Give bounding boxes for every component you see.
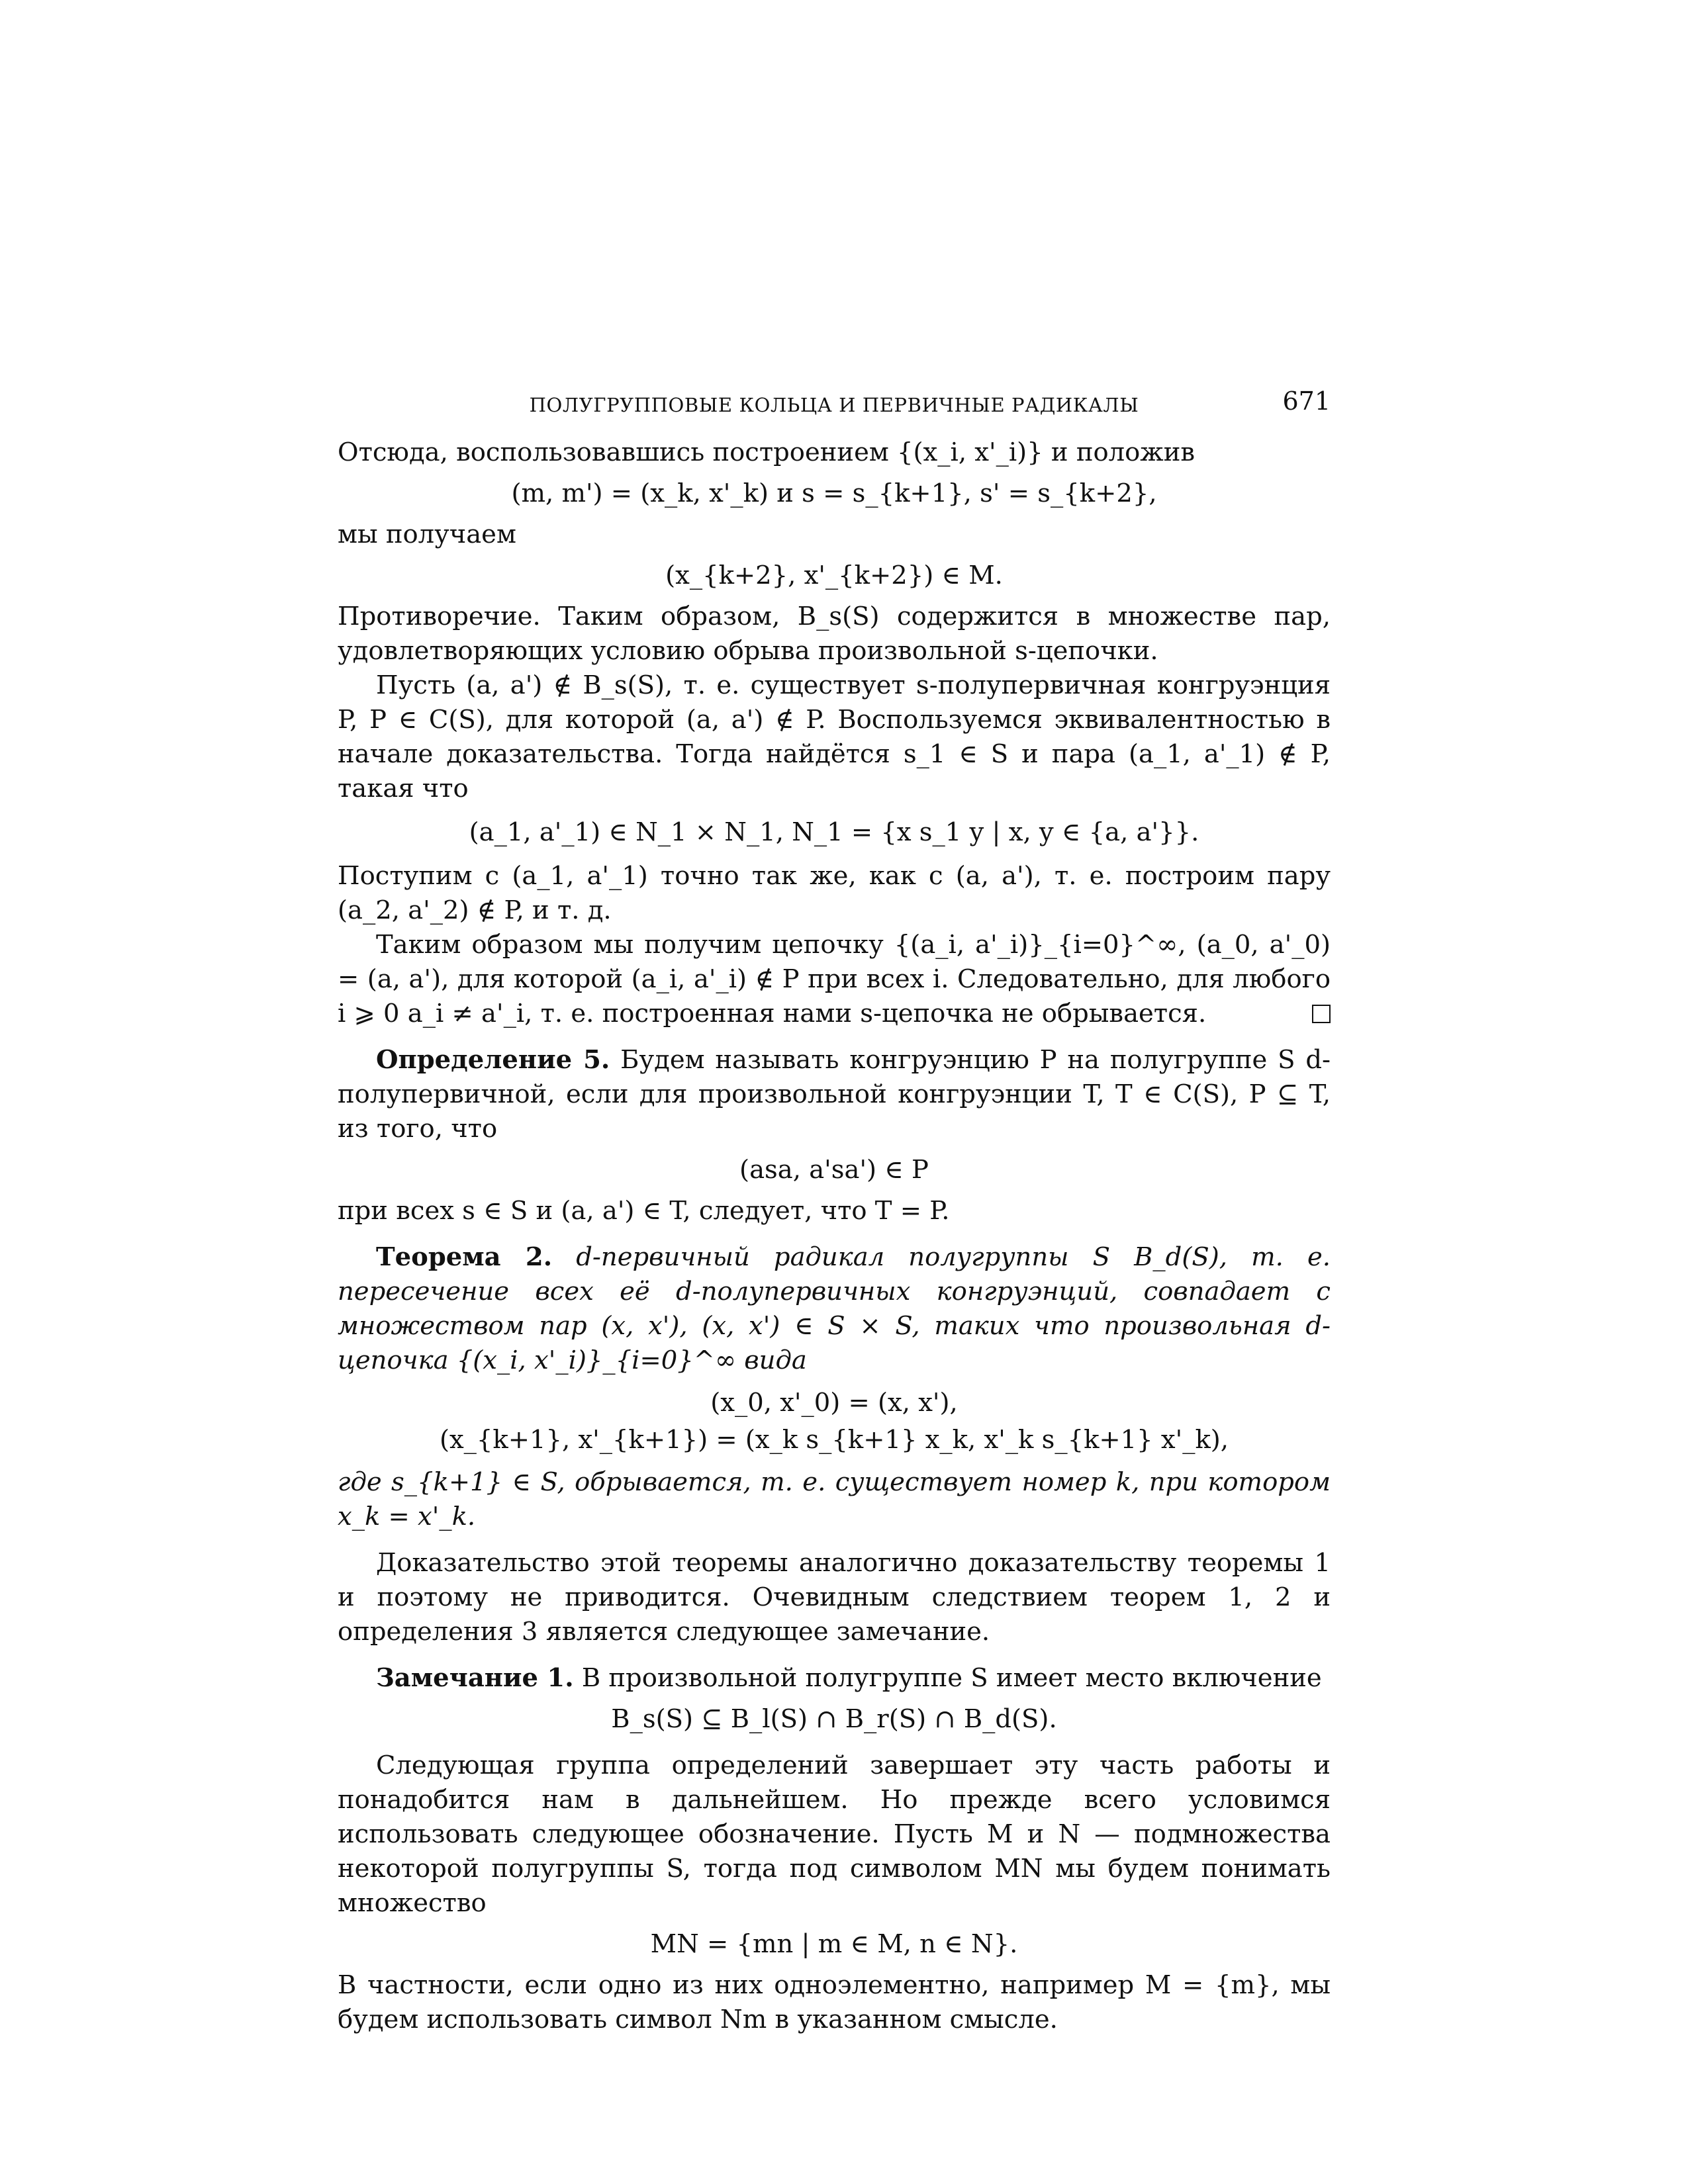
page-number: 671: [1282, 387, 1331, 416]
equation-5: [338, 1385, 1331, 1459]
theorem-2-text: d-первичный радикал полугруппы S B_d(S), т. е. пересечение всех её d-полупервичных конгруэнций, совпадает с множеством пар (x, x'), (x, x') ∈ S × S, таких что произвольная d-цепочка {(x_i, x'_i)}_{i=0}^∞ вида: [338, 1242, 1331, 1375]
paragraph-8: Доказательство этой теоремы аналогично доказательству теоремы 1 и поэтому не приводится. Очевидным следствием теорем 1, 2 и определения 3 является следующее замечание.: [338, 1548, 1331, 1647]
equation-7: MN = {mn | m ∈ M, n ∈ N}.: [650, 1929, 1018, 1959]
definition-5-text: Будем называть конгруэнцию P на полугруппе S d-полупервичной, если для произвольной конгруэнции T, T ∈ C(S), P ⊆ T, из того, что: [338, 1045, 1331, 1144]
equation-6: B_s(S) ⊆ B_l(S) ∩ B_r(S) ∩ B_d(S).: [611, 1704, 1057, 1734]
paragraph-10: В частности, если одно из них одноэлементно, например M = {m}, мы будем использовать символ Nm в указанном смысле.: [338, 1970, 1331, 2034]
paragraph-9: Следующая группа определений завершает эту часть работы и понадобится нам в дальнейшем. Но прежде всего условимся использовать следующее обозначение. Пусть M и N — подмножества некоторой полугруппы S, тогда под символом MN мы будем понимать множество: [338, 1751, 1331, 1918]
equation-5b: (x_{k+1}, x'_{k+1}) = (x_k s_{k+1} x_k, x'_k s_{k+1} x'_k),: [439, 1425, 1229, 1455]
qed-square-icon: [1312, 1005, 1331, 1023]
paragraph-6: [338, 928, 1331, 1031]
equation-4: (asa, a'sa') ∈ P: [739, 1155, 929, 1185]
equation-3: (a_1, a'_1) ∈ N_1 × N_1, N_1 = {x s_1 y | x, y ∈ {a, a'}}.: [469, 817, 1199, 847]
definition-5: [338, 1043, 1331, 1146]
running-head: [338, 384, 1331, 424]
equation-2: (x_{k+2}, x'_{k+2}) ∈ M.: [665, 561, 1003, 590]
equation-1: (m, m') = (x_k, x'_k) и s = s_{k+1}, s' = s_{k+2},: [511, 478, 1157, 508]
paragraph-4: Пусть (a, a') ∉ B_s(S), т. е. существует s-полупервичная конгруэнция P, P ∈ C(S), для которой (a, a') ∉ P. Воспользуемся эквивалентностью в начале доказательства. Тогда найдётся s_1 ∈ S и пара (a_1, a'_1) ∉ P, такая что: [338, 670, 1331, 803]
definition-5-label: Определение 5.: [376, 1045, 610, 1075]
theorem-2-tail: где s_{k+1} ∈ S, обрывается, т. е. существует номер k, при котором x_k = x'_k.: [338, 1467, 1331, 1531]
paragraph-5: Поступим с (a_1, a'_1) точно так же, как с (a, a'), т. е. построим пару (a_2, a'_2) ∉ P, и т. д.: [338, 861, 1331, 925]
theorem-2-label: Теорема 2.: [376, 1242, 553, 1272]
running-title: ПОЛУГРУППОВЫЕ КОЛЬЦА И ПЕРВИЧНЫЕ РАДИКАЛЫ: [529, 394, 1139, 416]
theorem-2: [338, 1240, 1331, 1378]
paragraph-2: мы получаем: [338, 520, 516, 549]
remark-1-text: В произвольной полугруппе S имеет место включение: [581, 1663, 1322, 1693]
paragraph-6-text: Таким образом мы получим цепочку {(a_i, a'_i)}_{i=0}^∞, (a_0, a'_0) = (a, a'), для которой (a_i, a'_i) ∉ P при всех i. Следовательно, для любого i ⩾ 0 a_i ≠ a'_i, т. е. построенная нами s-цепочка не обрывается.: [338, 930, 1331, 1028]
page: [338, 384, 1331, 2037]
paragraph-3: Противоречие. Таким образом, B_s(S) содержится в множестве пар, удовлетворяющих условию обрыва произвольной s-цепочки.: [338, 602, 1331, 666]
remark-1: [338, 1661, 1331, 1696]
paragraph-7: при всех s ∈ S и (a, a') ∈ T, следует, что T = P.: [338, 1196, 950, 1226]
paragraph-1: Отсюда, воспользовавшись построением {(x_i, x'_i)} и положив: [338, 437, 1196, 467]
remark-1-label: Замечание 1.: [376, 1663, 574, 1693]
equation-5a: (x_0, x'_0) = (x, x'),: [710, 1388, 958, 1418]
